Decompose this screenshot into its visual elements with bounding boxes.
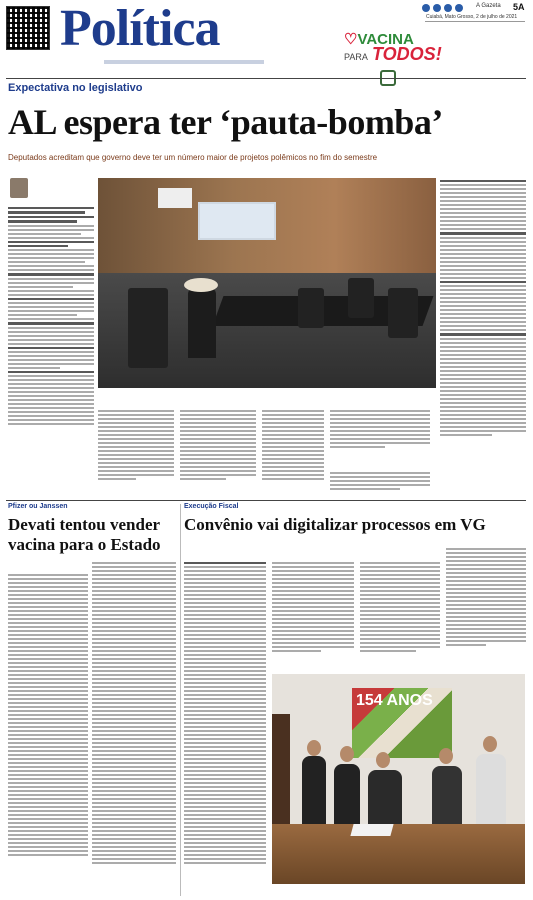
lead-column-1 [8, 205, 94, 427]
column-divider [180, 504, 181, 896]
signing-ceremony-photo [272, 674, 525, 884]
lead-column-5 [330, 408, 430, 450]
lead-headline: AL espera ter ‘pauta-bomba’ [8, 102, 443, 142]
assembly-photo [98, 178, 436, 388]
page-number: 5A [513, 2, 525, 12]
ad-para: PARA [344, 52, 368, 62]
lead-kicker: Expectativa no legislativo [8, 82, 143, 94]
story2-headline: Devati tentou vender vacina para o Estado [8, 515, 161, 554]
social-icon [455, 4, 463, 12]
heart-icon: ♡ [344, 31, 358, 48]
social-icon [422, 4, 430, 12]
lead-column-right [440, 178, 526, 438]
story2-kicker: Pfizer ou Janssen [8, 503, 68, 510]
story3-column-4 [446, 546, 526, 648]
story3-column-3 [360, 560, 440, 654]
social-icon [433, 4, 441, 12]
header-rule [425, 21, 525, 22]
ad-vacina: VACINA [357, 31, 414, 48]
section-divider [6, 78, 526, 79]
story3-column-1 [184, 560, 266, 866]
vaccination-ad [344, 32, 464, 65]
lead-deck: Deputados acreditam que governo deve ter um número maior de projetos polêmicos no fim do semestre [8, 153, 378, 162]
section-masthead: Política [60, 0, 220, 57]
story3-kicker: Execução Fiscal [184, 503, 239, 510]
date-line: Cuiabá, Mato Grosso, 2 de julho de 2021 [426, 14, 518, 20]
lead-column-4 [262, 408, 324, 482]
lead-column-5b [330, 470, 430, 492]
lead-column-2 [98, 408, 174, 482]
social-icon [444, 4, 452, 12]
qr-code [6, 6, 50, 50]
poster-text: 154 ANOS [356, 692, 433, 709]
ad-todos: TODOS! [372, 44, 442, 64]
story2-column-2 [92, 560, 176, 866]
lead-column-3 [180, 408, 256, 482]
story3-column-2 [272, 560, 354, 654]
story3-headline: Convênio vai digitalizar processos em VG [184, 515, 486, 534]
social-icons [422, 4, 463, 12]
story2-column-1 [8, 572, 88, 858]
masthead-subline [104, 60, 264, 64]
section-divider [6, 500, 526, 501]
paper-name: A Gazeta [476, 3, 501, 9]
author-avatar [10, 178, 28, 198]
